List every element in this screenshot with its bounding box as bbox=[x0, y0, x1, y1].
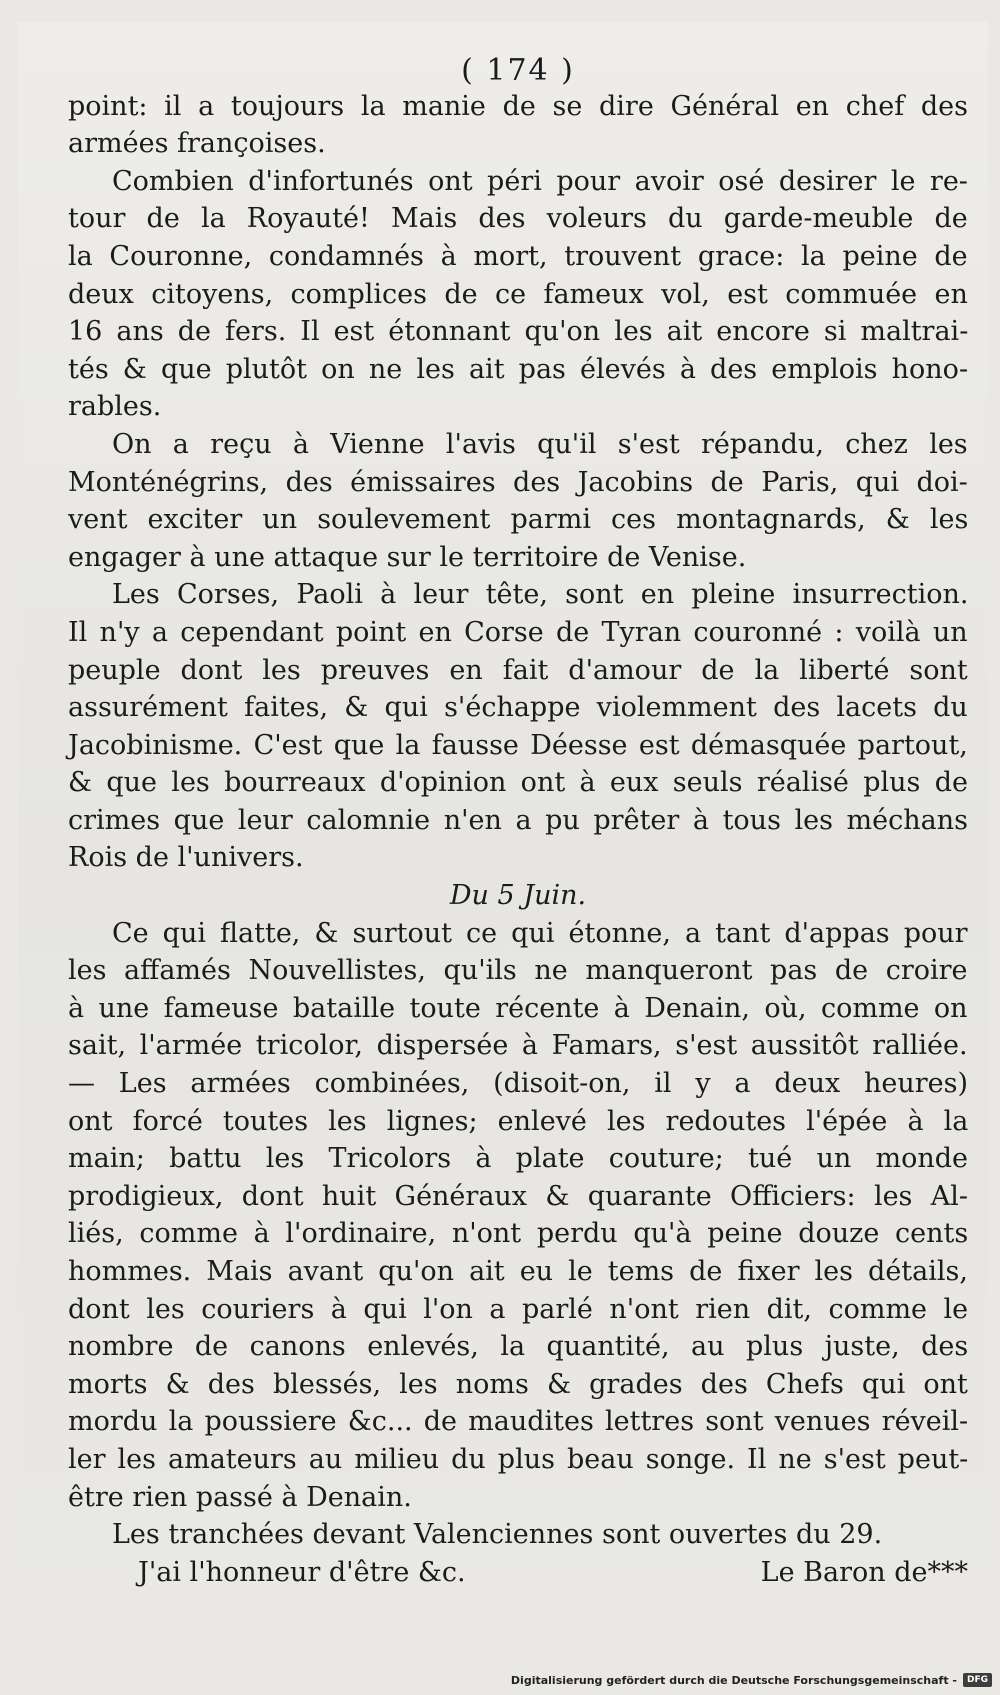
closing-signature: Le Baron de*** bbox=[760, 1556, 968, 1588]
text-line: tés & que plutôt on ne les ait pas élevés à des emplois hono- bbox=[68, 353, 969, 385]
text-line: engager à une attaque sur le territoire de Venise. bbox=[68, 541, 747, 573]
credit-text: Digitalisierung gefördert durch die Deutsche Forschungsgemeinschaft - bbox=[510, 1673, 957, 1687]
text-line: la Couronne, condamnés à mort, trouvent grace: la peine de bbox=[68, 240, 968, 272]
paper-sheet bbox=[18, 22, 988, 1662]
text-line: hommes. Mais avant qu'on ait eu le tems de fixer les détails, bbox=[68, 1256, 968, 1287]
closing-line bbox=[68, 1554, 968, 1592]
text-line: Monténégrins, des émissaires des Jacobins de Paris, qui doi- bbox=[68, 466, 968, 498]
text-line: Combien d'infortunés ont péri pour avoir osé desirer le re- bbox=[112, 165, 968, 197]
date-heading: Du 5 Juin. bbox=[449, 880, 587, 912]
page-number: ( 174 ) bbox=[461, 53, 575, 88]
text-line: main; battu les Tricolors à plate couture; tué un monde bbox=[68, 1143, 969, 1175]
text-line: crimes que leur calomnie n'en a pu prêter à tous les méchans bbox=[68, 804, 968, 836]
text-line: être rien passé à Denain. bbox=[68, 1481, 412, 1513]
text-line: tour de la Royauté! Mais des voleurs du garde-meuble de bbox=[68, 203, 968, 235]
text-line: On a reçu à Vienne l'avis qu'il s'est répandu, chez les bbox=[112, 428, 968, 460]
text-line: ler les amateurs au milieu du plus beau songe. Il ne s'est peut- bbox=[68, 1443, 969, 1475]
text-line: Ce qui flatte, & surtout ce qui étonne, a tant d'appas pour bbox=[112, 917, 968, 949]
text-line: Il n'y a cependant point en Corse de Tyran couronné : voilà un bbox=[68, 616, 968, 648]
text-line: armées françoises. bbox=[68, 128, 326, 160]
text-line: assurément faites, & qui s'échappe violemment des lacets du bbox=[68, 692, 968, 724]
text-line: — Les armées combinées, (disoit-on, il y a deux heures) bbox=[68, 1068, 969, 1100]
text-line: vent exciter un soulevement parmi ces montagnards, & les bbox=[68, 504, 969, 536]
text-line: Jacobinisme. C'est que la fausse Déesse est démasquée partout, bbox=[68, 729, 968, 761]
text-line: mordu la poussiere &c... de maudites lettres sont venues réveil- bbox=[68, 1406, 969, 1438]
text-line: à une fameuse bataille toute récente à Denain, où, comme on bbox=[68, 992, 968, 1024]
text-line: prodigieux, dont huit Généraux & quarante Officiers: les Al- bbox=[68, 1180, 968, 1212]
closing-salutation: J'ai l'honneur d'être &c. bbox=[138, 1556, 466, 1588]
text-line: dont les couriers à qui l'on a parlé n'ont rien dit, comme le bbox=[68, 1293, 969, 1325]
text-line: Les Corses, Paoli à leur tête, sont en pleine insurrection. bbox=[112, 579, 969, 611]
text-line: ont forcé toutes les lignes; enlevé les redoutes l'épée à la bbox=[68, 1105, 969, 1137]
text-line: sait, l'armée tricolor, dispersée à Famars, s'est aussitôt ralliée. bbox=[68, 1030, 968, 1062]
text-line: nombre de canons enlevés, la quantité, au plus juste, des bbox=[68, 1331, 969, 1363]
text-line: rables. bbox=[68, 391, 162, 423]
text-line: deux citoyens, complices de ce fameux vol, est commuée en bbox=[68, 278, 968, 310]
text-line: morts & des blessés, les noms & grades des Chefs qui ont bbox=[68, 1368, 968, 1400]
text-line: 16 ans de fers. Il est étonnant qu'on les ait encore si maltrai- bbox=[68, 316, 969, 348]
digitization-credit bbox=[511, 1673, 992, 1687]
text-line: peuple dont les preuves en fait d'amour de la liberté sont bbox=[68, 654, 968, 686]
text-line: point: il a toujours la manie de se dire Général en chef des bbox=[68, 90, 968, 122]
text-line: Les tranchées devant Valenciennes sont ouvertes du 29. bbox=[112, 1519, 883, 1551]
dfg-logo: DFG bbox=[963, 1673, 992, 1687]
text-line: liés, comme à l'ordinaire, n'ont perdu qu'à peine douze cents bbox=[68, 1218, 969, 1250]
text-line: les affamés Nouvellistes, qu'ils ne manqueront pas de croire bbox=[68, 955, 968, 987]
text-line: Rois de l'univers. bbox=[68, 842, 304, 874]
body-text bbox=[68, 52, 968, 1591]
text-line: & que les bourreaux d'opinion ont à eux seuls réalisé plus de bbox=[68, 767, 968, 799]
